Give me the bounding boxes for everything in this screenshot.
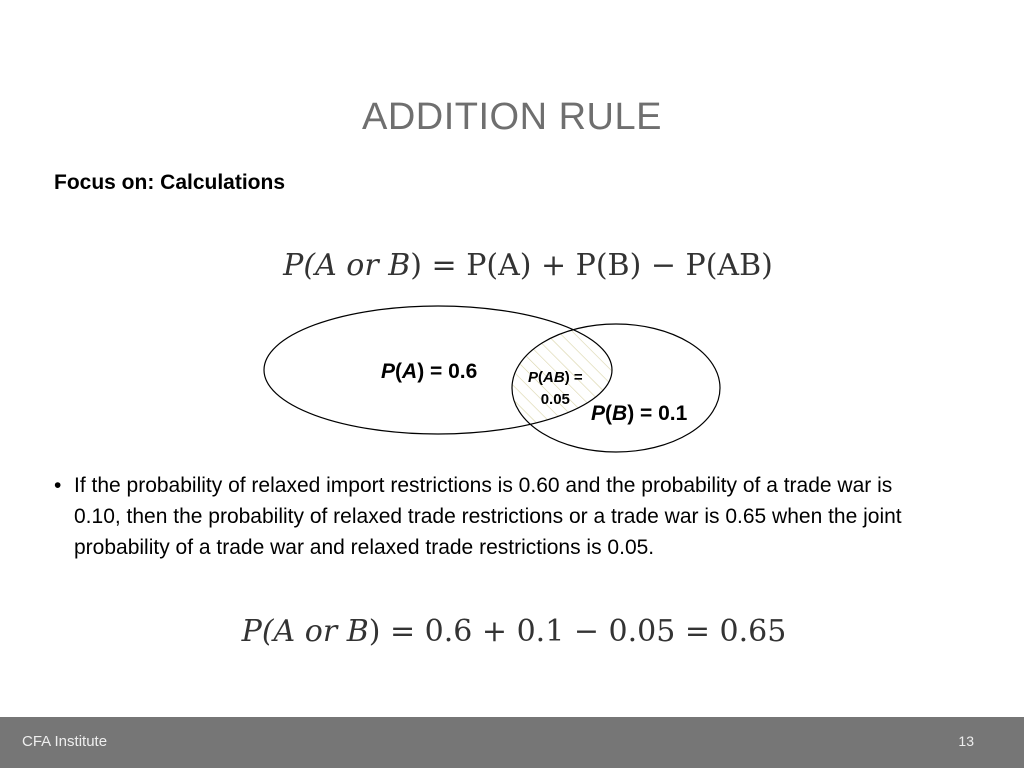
formula2-event-a: A <box>273 614 296 649</box>
label-ab-open: ( <box>538 369 544 386</box>
formula-or: or <box>336 248 389 283</box>
formula2-or: or <box>295 614 347 649</box>
label-a-open: ( <box>395 360 403 383</box>
formula2-close: ) <box>368 614 381 649</box>
label-prob-b <box>591 402 687 426</box>
label-ab-p: P <box>528 369 539 386</box>
label-a-event: A <box>402 360 418 383</box>
bullet-text: If the probability of relaxed import restrictions is 0.60 and the probability of a trade war is 0.10, then the probability of relaxed trade restrictions or a trade war is 0.65 when the joint probability of a trade war and relaxed trade restrictions is 0.05. <box>74 474 902 559</box>
formula2-rhs: = 0.6 + 0.1 − 0.05 = 0.65 <box>380 614 787 649</box>
formula-rhs: = P(A) + P(B) − P(AB) <box>421 248 773 283</box>
label-b-value: ) = 0.1 <box>627 402 688 425</box>
label-b-open: ( <box>605 402 613 425</box>
label-ab-line1 <box>528 367 583 389</box>
label-prob-a <box>381 360 477 384</box>
bullet-marker: • <box>54 474 62 497</box>
label-a-p: P <box>381 360 396 383</box>
formula-p: P( <box>283 248 316 283</box>
label-ab-value: 0.05 <box>540 391 570 408</box>
label-prob-ab <box>528 367 583 411</box>
page-number: 13 <box>958 733 974 749</box>
numeric-formula <box>2 614 1024 649</box>
label-ab-eq: ) = <box>564 369 583 386</box>
label-ab-event: AB <box>543 369 565 386</box>
label-b-p: P <box>591 402 606 425</box>
formula2-event-b: B <box>346 614 369 649</box>
slide-subtitle: Focus on: Calculations <box>54 171 286 194</box>
formula-close: ) <box>410 248 422 283</box>
label-a-value: ) = 0.6 <box>417 360 478 383</box>
bullet-item <box>54 470 954 563</box>
footer-brand: CFA Institute <box>22 733 108 750</box>
slide-title: ADDITION RULE <box>362 96 662 138</box>
footer-bar <box>0 717 1024 768</box>
formula2-p: P( <box>241 614 274 649</box>
label-b-event: B <box>612 402 628 425</box>
formula-event-a: A <box>315 248 337 283</box>
formula-event-b: B <box>388 248 411 283</box>
